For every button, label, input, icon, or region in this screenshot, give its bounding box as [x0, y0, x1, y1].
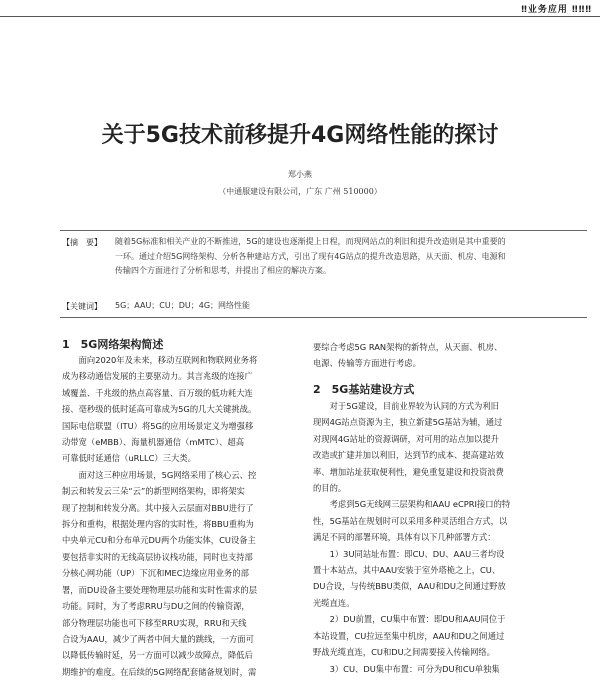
body-line: 成为移动通信发展的主要驱动力。其言兆级的连接广 — [62, 371, 253, 382]
body-line: 面向2020年及未来，移动互联网和物联网业务将 — [62, 355, 258, 365]
abstract-label: 【摘 要】 — [62, 238, 102, 247]
journal-section-tag: ‼业务应用 ‼‼‼ — [521, 5, 592, 15]
body-line: 中央单元CU和分布单元DU两个功能实体，CU设备主 — [62, 535, 256, 546]
body-line: 考虑到5G无线网三层架构和AAU eCPRI接口的特 — [313, 499, 511, 510]
keywords-label: 【关键词】 — [62, 302, 102, 311]
section-2-heading: 2 5G基站建设方式 — [313, 383, 415, 396]
abstract-line: 随着5G标准和相关产业的不断推进，5G的建设也逐渐提上日程，而现网站点的利旧和提升改造则是其中重要的 — [115, 237, 506, 246]
body-line: 可靠低时延通信（uRLLC）三大类。 — [62, 453, 196, 464]
body-line: 2）DU前置，CU集中布置：即DU和AAU同位于 — [313, 614, 506, 625]
right-column-top — [313, 339, 585, 372]
body-line: 国际电信联盟（ITU）将5G的应用场景定义为增强移 — [62, 420, 254, 431]
body-line: 要综合考虑5G RAN架构的新特点，从天面、机房、 — [313, 342, 503, 352]
body-line: 要包括非实时的无线高层协议栈功能，同时也支持部 — [62, 551, 253, 562]
body-line: 置十本站点，其中AAU安装于室外塔桅之上，CU、 — [313, 565, 501, 576]
body-line: 合设为AAU，减少了两者中间大量的跳线，一方面可 — [62, 633, 254, 644]
body-line: DU合设，与传统BBU类似，AAU和DU之间通过野放 — [313, 581, 506, 592]
header-rule — [0, 16, 600, 17]
body-line: 动带宽（eMBB）、海量机器通信（mMTC）、超高 — [62, 437, 245, 448]
body-line: 满足不同的部署环境，具体有以下几种部署方式： — [313, 532, 496, 543]
body-line: 拆分和重构，根据处理内容的实时性，将BBU重构为 — [62, 519, 254, 530]
abstract-top-rule — [60, 230, 587, 231]
body-line: 面对这三种应用场景，5G网络采用了核心云、控 — [62, 469, 257, 480]
body-line: 分核心网功能（UP）下沉和MEC边缘应用业务的部 — [62, 568, 249, 579]
body-line: 光缆直连。 — [313, 597, 355, 608]
body-line: 现了控制和转发分离。其中接入云层面对BBU进行了 — [62, 502, 254, 513]
body-line: 域覆盖、千兆级的热点高容量、百万级的低功耗大连 — [62, 387, 253, 398]
article-title: 关于5G技术前移提升4G网络性能的探讨 — [101, 123, 499, 148]
body-line: 对现网4G站址的资源调研，对可用的站点加以提升 — [313, 433, 499, 444]
section-1-heading: 1 5G网络架构简述 — [62, 338, 164, 351]
body-line: 对于5G建设，目前业界较为认同的方式为利旧 — [313, 401, 499, 411]
right-column-body — [313, 398, 585, 677]
left-column-body — [62, 352, 298, 680]
body-line: 以降低传输时延，另一方面可以减少故障点，降低后 — [62, 650, 253, 661]
author-affiliation: （中通服建设有限公司，广东 广州 510000） — [218, 187, 382, 196]
body-line: 野战光缆直连，CU和DU之间需要接入传输网络。 — [313, 647, 495, 658]
body-line: 制云和转发云三朵“云”的新型网络架构，即将架实 — [62, 486, 245, 497]
abstract-line: 一环。通过介绍5G网络架构、分析各种建站方式，引出了现有4G站点的提升改造思路，从天面、机房、电源和 — [115, 251, 506, 261]
body-line: 部分物理层功能也可下移至RRU实现，RRU和天线 — [62, 617, 247, 628]
body-line: 电源、传输等方面进行考虑。 — [313, 358, 421, 369]
keywords-text — [115, 299, 585, 314]
abstract-bottom-rule — [60, 317, 587, 318]
body-line: 期维护的难度。在后续的5G网络配套储备规划时，需 — [62, 666, 257, 677]
article-author: 郑小燕 — [288, 170, 312, 179]
abstract-line: 传输四个方面进行了分析和思考，并提出了相应的解决方案。 — [115, 266, 331, 275]
body-line: 接、毫秒级的低时延高可靠成为5G的几大关键挑战。 — [62, 404, 257, 415]
keywords-value: 5G；AAU；CU；DU；4G；网络性能 — [115, 301, 251, 310]
body-line: 1）3U同站址布置：即CU、DU、AAU三者均设 — [313, 548, 505, 559]
body-line: 现网4G站点资源为主，独立新建5G基站为辅，通过 — [313, 417, 503, 428]
body-line: 率、增加站址获取便利性，避免重复建设和投资浪费 — [313, 466, 504, 477]
body-line: 3）CU、DU集中布置：可分为DU和CU单独集 — [313, 663, 500, 674]
body-line: 改造或扩建并加以利旧，达到节约成本、提高建站效 — [313, 450, 504, 461]
body-line: 性，5G基站在规划时可以采用多种灵活组合方式，以 — [313, 515, 508, 526]
body-line: 署，而DU设备主要处理物理层功能和实时性需求的层 — [62, 584, 257, 595]
body-line: 本站设置，CU拉远至集中机房，AAU和DU之间通过 — [313, 630, 505, 641]
abstract-text — [115, 235, 585, 279]
body-line: 的目的。 — [313, 483, 347, 494]
body-line: 功能。同时，为了考虑RRU与DU之间的传输资源， — [62, 601, 250, 612]
